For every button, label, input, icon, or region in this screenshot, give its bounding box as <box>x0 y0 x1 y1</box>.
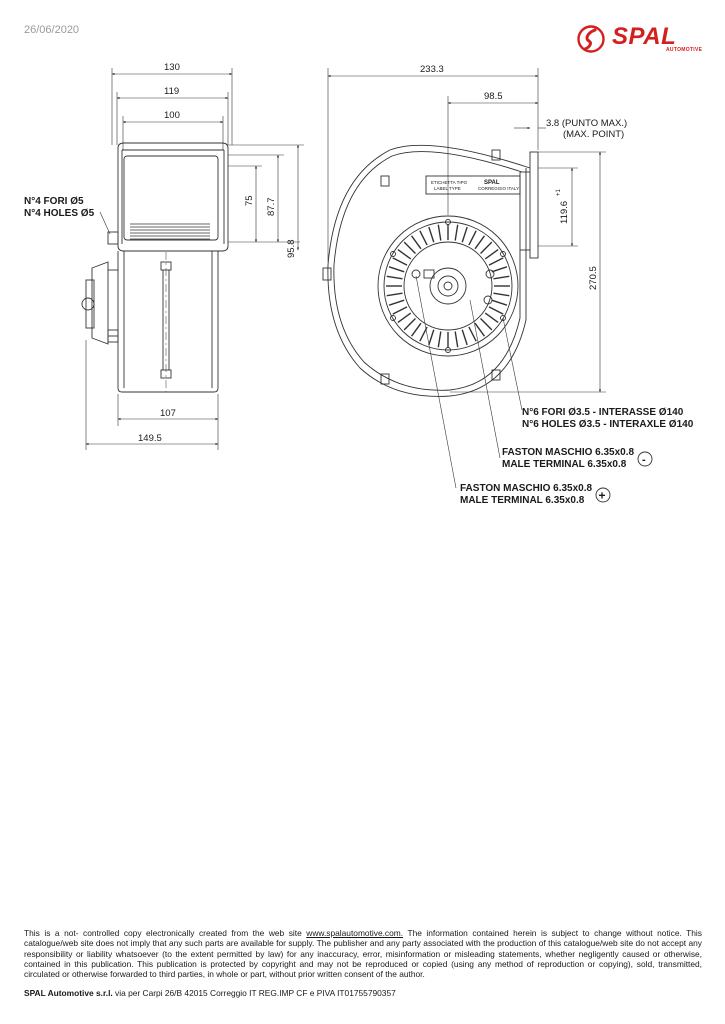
label-origin: CORREGGIO ITALY <box>478 186 520 191</box>
callout-6-holes-en: N°6 HOLES Ø3.5 - INTERAXLE Ø140 <box>522 419 694 430</box>
motor-rib <box>412 236 421 249</box>
spal-logo-word: SPAL <box>612 23 677 50</box>
dim-3-8-en: (MAX. POINT) <box>563 129 625 140</box>
motor-rib <box>492 300 507 305</box>
spal-logo-mark-icon <box>576 24 608 54</box>
disclaimer-before-link: This is a not- controlled copy electronically created from the web site <box>24 928 307 938</box>
motor-rib <box>462 227 467 242</box>
callout-6-holes-it: N°6 FORI Ø3.5 - INTERASSE Ø140 <box>522 407 684 418</box>
dim-233-3: 233.3 <box>420 64 444 75</box>
dim-87-7: 87.7 <box>266 197 277 216</box>
dim-95-8: 95.8 <box>286 239 297 258</box>
callout-4-holes-it: N°4 FORI Ø5 <box>24 196 84 207</box>
motor-rib <box>481 242 492 253</box>
disclaimer-text <box>24 928 702 979</box>
motor-rib <box>393 258 407 265</box>
motor-rib <box>429 227 434 242</box>
motor-rib <box>438 331 441 347</box>
dim-149-5: 149.5 <box>138 433 162 444</box>
motor-rib <box>455 225 458 241</box>
motor-rib <box>485 313 498 322</box>
dim-119-6: 119.6 <box>559 200 570 224</box>
motor-rib <box>387 293 403 296</box>
motor-rib <box>387 276 403 279</box>
motor-rib <box>420 231 427 245</box>
label-line2: LABEL TYPE <box>434 186 461 191</box>
motor-rib <box>389 267 404 272</box>
spal-logo <box>576 24 704 54</box>
technical-drawing <box>0 55 725 510</box>
dim-119: 119 <box>164 86 180 97</box>
callout-faston-neg-en: MALE TERMINAL 6.35x0.8 <box>502 459 627 470</box>
dim-130: 130 <box>164 62 180 73</box>
label-brand: SPAL <box>484 180 500 186</box>
motor-rib <box>485 250 498 259</box>
motor-rib <box>469 327 476 341</box>
disclaimer-after-link: The information contained herein is subject to change without notice. This catalogue/web site does not imply that any such parts are available for supply. The publisher and any party associated with the production of this catalogue/web site do not accept any responsibility or liability whatsoever (to the extent permitted by law) for any inaccuracy, error, misinformation or misleading statements, whether negligently caused or otherwise, contained in this publication. This publication is protected by copyright and may not be reproduced or copied (using any method of reproduction or copying), sold, transmitted, circulated or otherwise forwarded to third parties, in whole or part, without prior written consent of the author. <box>24 928 702 980</box>
motor-rib <box>398 313 411 322</box>
dim-98-5: 98.5 <box>484 91 503 102</box>
callout-faston-pos-en: MALE TERMINAL 6.35x0.8 <box>460 495 585 506</box>
callout-4-holes-en: N°4 HOLES Ø5 <box>24 208 95 219</box>
motor-rib <box>489 258 503 265</box>
svg-text:-: - <box>642 454 646 466</box>
motor-rib <box>475 236 484 249</box>
label-line1: ETICHETTA TIPO <box>431 180 468 185</box>
plus-sign-icon <box>596 488 610 503</box>
motor-rib <box>462 330 467 345</box>
motor-rib <box>398 250 411 259</box>
motor-rib <box>492 267 507 272</box>
svg-text:+: + <box>598 488 606 503</box>
motor-rib <box>389 300 404 305</box>
motor-rib <box>404 319 415 330</box>
motor-rib <box>455 331 458 347</box>
motor-rib <box>404 242 415 253</box>
minus-sign-icon <box>638 452 652 466</box>
motor-rib <box>393 307 407 314</box>
motor-rib <box>489 307 503 314</box>
footer-company: SPAL Automotive s.r.l. <box>24 988 113 998</box>
motor-ribs <box>386 224 510 348</box>
callout-faston-pos-it: FASTON MASCHIO 6.35x0.8 <box>460 483 593 494</box>
motor-rib <box>469 231 476 245</box>
callout-faston-neg-it: FASTON MASCHIO 6.35x0.8 <box>502 447 635 458</box>
motor-rib <box>429 330 434 345</box>
side-dimensions <box>86 68 304 450</box>
dim-107: 107 <box>160 408 176 419</box>
motor-rib <box>493 276 509 279</box>
side-view <box>82 143 228 392</box>
dim-75: 75 <box>244 195 255 206</box>
motor-rib <box>481 319 492 330</box>
website-link[interactable]: www.spalautomotive.com. <box>306 928 404 938</box>
motor-rib <box>493 293 509 296</box>
dim-119-6-tol: +1 <box>556 189 562 196</box>
footer-address: via per Carpi 26/B 42015 Correggio IT REG.IMP CF e PIVA IT01755790357 <box>112 988 396 998</box>
motor-rib <box>412 323 421 336</box>
motor-rib <box>438 225 441 241</box>
dim-270-5: 270.5 <box>588 266 599 290</box>
dim-100: 100 <box>164 110 180 121</box>
spal-logo-sub: AUTOMOTIVE <box>666 47 703 53</box>
document-date: 26/06/2020 <box>24 24 80 36</box>
dim-3-8-it: 3.8 (PUNTO MAX.) <box>546 118 628 129</box>
footer <box>24 988 396 998</box>
